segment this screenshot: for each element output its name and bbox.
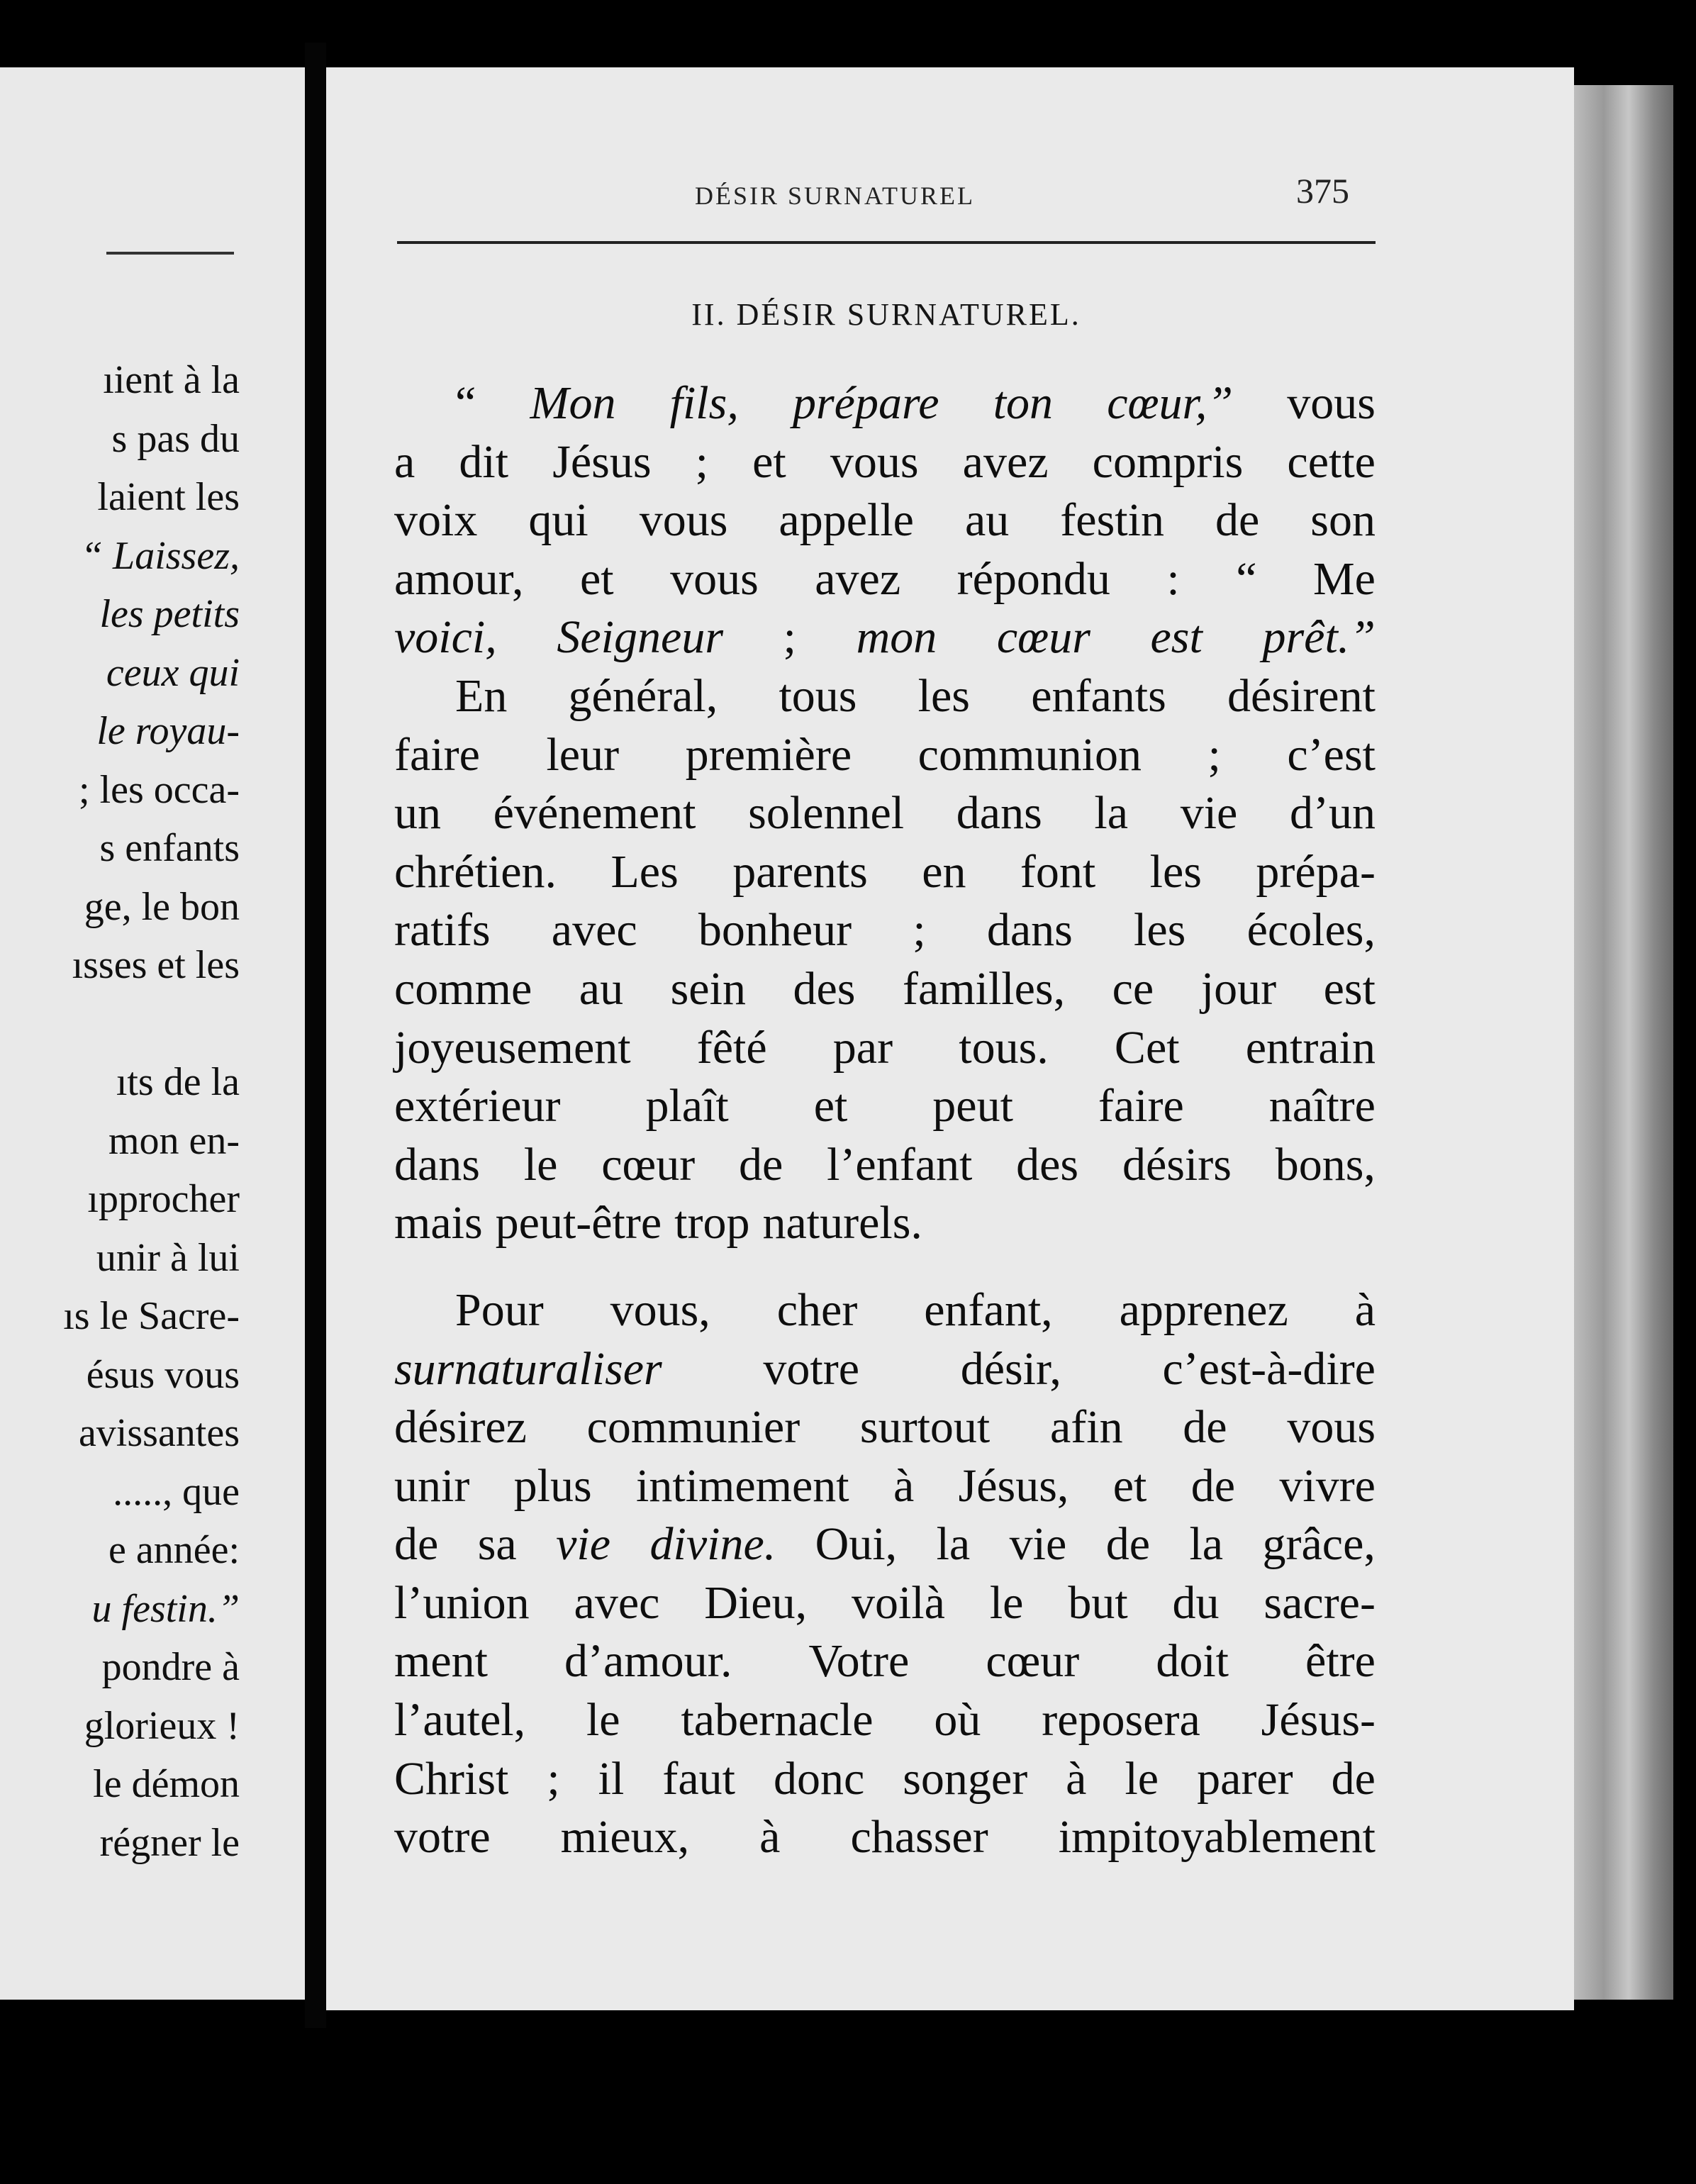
text-word: parer: [1197, 1752, 1293, 1805]
text-word: désirez: [394, 1401, 527, 1454]
text-word: faut: [662, 1752, 735, 1805]
text-word: de: [1331, 1752, 1376, 1805]
text-word: est: [1150, 611, 1203, 664]
text-word: Oui,: [815, 1518, 898, 1571]
text-word: répondu: [956, 552, 1110, 605]
text-word: ;: [695, 435, 709, 488]
text-word: ton: [993, 377, 1054, 429]
text-word: au: [965, 494, 1010, 547]
text-word: apprenez: [1119, 1283, 1288, 1336]
text-word: familles,: [903, 962, 1066, 1015]
text-word: faire: [1098, 1080, 1184, 1132]
text-word: Pour: [455, 1283, 544, 1336]
text-word: la: [1189, 1518, 1224, 1571]
left-line: ge, le bon: [84, 884, 240, 929]
text-word: naître: [1268, 1080, 1376, 1132]
left-line: ıs le Sacre-: [63, 1294, 240, 1338]
text-word: joyeusement: [394, 1021, 631, 1074]
text-word: Jésus-: [1261, 1694, 1376, 1746]
text-word: avec: [551, 904, 637, 957]
text-word: afin: [1049, 1401, 1123, 1454]
body-text: [394, 374, 1376, 1867]
text-line: [394, 1515, 1376, 1574]
text-word: parents: [732, 845, 868, 898]
left-line: le royau-: [96, 709, 240, 753]
text-word: en: [922, 845, 966, 898]
text-word: les: [1134, 904, 1186, 957]
text-word: but: [1068, 1576, 1128, 1629]
text-word: fêté: [696, 1021, 767, 1074]
text-word: le: [989, 1576, 1024, 1629]
text-word: ;: [913, 904, 926, 957]
text-word: festin: [1060, 494, 1164, 547]
text-line: [394, 1398, 1376, 1457]
left-line-gap: [0, 995, 240, 1054]
text-line: [394, 1340, 1376, 1399]
left-line: régner le: [99, 1820, 240, 1865]
text-word: communion: [917, 728, 1142, 781]
text-word: trop: [674, 1197, 750, 1249]
text-word: d’amour.: [564, 1635, 732, 1688]
text-word: du: [1172, 1576, 1220, 1629]
text-word: ;: [1207, 728, 1221, 781]
text-word: à: [1066, 1752, 1087, 1805]
text-line: [394, 1019, 1376, 1078]
text-word: dans: [986, 904, 1073, 957]
text-line: [394, 843, 1376, 902]
text-word: En: [455, 669, 508, 722]
text-word: “: [1236, 552, 1257, 605]
text-word: dans: [956, 787, 1042, 840]
text-word: surtout: [859, 1401, 991, 1454]
text-word: le: [586, 1694, 620, 1746]
text-word: bons,: [1275, 1138, 1376, 1191]
text-line: [394, 960, 1376, 1019]
page-number: 375: [1296, 171, 1349, 211]
text-word: peut: [932, 1080, 1013, 1132]
text-word: votre: [394, 1811, 491, 1863]
text-word: extérieur: [394, 1080, 561, 1132]
text-word: à: [1354, 1283, 1376, 1336]
text-word: ;: [547, 1752, 560, 1805]
text-line: [394, 784, 1376, 843]
left-line: ıpprocher: [87, 1177, 240, 1221]
text-word: communier: [586, 1401, 800, 1454]
text-word: voix: [394, 494, 478, 547]
text-word: bonheur: [698, 904, 852, 957]
text-word: reposera: [1042, 1694, 1200, 1746]
text-word: vie: [1180, 787, 1238, 840]
text-word: Dieu,: [704, 1576, 808, 1629]
text-word: les: [1149, 845, 1202, 898]
text-word: vie: [556, 1518, 611, 1571]
text-word: Les: [610, 845, 679, 898]
text-word: Jésus: [552, 435, 652, 488]
text-word: doit: [1156, 1635, 1229, 1688]
text-word: cœur: [601, 1138, 696, 1191]
text-word: les: [917, 669, 970, 722]
text-word: son: [1310, 494, 1376, 547]
text-word: mieux,: [560, 1811, 690, 1863]
text-word: vous: [639, 494, 728, 547]
text-line: [394, 1691, 1376, 1750]
text-word: cœur: [986, 1635, 1080, 1688]
text-word: général,: [568, 669, 718, 722]
text-word: tabernacle: [681, 1694, 874, 1746]
text-word: et: [813, 1080, 848, 1132]
text-line: [394, 608, 1376, 667]
text-word: prépare: [793, 377, 939, 429]
text-word: unir: [394, 1459, 470, 1512]
header-rule: [397, 241, 1376, 244]
left-line: u festin.”: [91, 1586, 240, 1631]
left-line: “ Laissez,: [80, 533, 240, 578]
text-line: [394, 901, 1376, 960]
left-line: glorieux !: [84, 1703, 240, 1748]
text-word: jour: [1200, 962, 1277, 1015]
left-line: mon en-: [108, 1118, 240, 1163]
text-word: de: [394, 1518, 439, 1571]
text-word: entrain: [1245, 1021, 1376, 1074]
text-word: fils,: [669, 377, 739, 429]
text-word: cette: [1287, 435, 1376, 488]
text-word: vous,: [610, 1283, 710, 1336]
text-word: enfants: [1031, 669, 1166, 722]
text-word: événement: [493, 787, 696, 840]
text-line: [394, 1750, 1376, 1809]
left-line: ésus vous: [86, 1352, 240, 1397]
text-word: cher: [776, 1283, 858, 1336]
text-word: sa: [477, 1518, 517, 1571]
text-word: au: [579, 962, 624, 1015]
text-word: avez: [962, 435, 1049, 488]
text-line: [394, 491, 1376, 550]
section-title: II. DÉSIR SURNATUREL.: [691, 297, 1081, 332]
text-word: d’un: [1290, 787, 1376, 840]
text-word: ce: [1112, 962, 1154, 1015]
text-line: [394, 726, 1376, 785]
left-line: le démon: [93, 1762, 240, 1806]
page-edges: [1574, 85, 1673, 2000]
text-word: des: [1016, 1138, 1079, 1191]
text-word: sein: [670, 962, 746, 1015]
text-word: plus: [513, 1459, 592, 1512]
text-word: “: [455, 377, 476, 429]
text-word: Cet: [1114, 1021, 1180, 1074]
text-word: faire: [394, 728, 480, 781]
left-line: s pas du: [111, 416, 240, 461]
text-line: [394, 1194, 1376, 1253]
text-word: avec: [574, 1576, 660, 1629]
text-word: cœur: [996, 611, 1090, 664]
text-word: qui: [528, 494, 588, 547]
text-word: désirent: [1227, 669, 1376, 722]
left-line: e année:: [108, 1528, 240, 1572]
text-word: peut-être: [495, 1197, 662, 1249]
text-line: [394, 1457, 1376, 1516]
text-word: avez: [815, 552, 901, 605]
text-word: vous: [670, 552, 759, 605]
text-word: chasser: [850, 1811, 988, 1863]
text-word: voilà: [851, 1576, 945, 1629]
left-line: avissantes: [78, 1411, 240, 1455]
text-word: prêt.”: [1262, 611, 1376, 664]
text-word: à: [893, 1459, 915, 1512]
text-line: [394, 550, 1376, 609]
text-word: enfant,: [924, 1283, 1053, 1336]
text-word: l’union: [394, 1576, 530, 1629]
text-word: a: [394, 435, 415, 488]
text-line: [394, 1136, 1376, 1195]
text-word: vous: [830, 435, 919, 488]
text-word: sacre-: [1263, 1576, 1376, 1629]
text-line: [394, 1632, 1376, 1691]
text-word: l’autel,: [394, 1694, 526, 1746]
text-word: c’est: [1287, 728, 1376, 781]
text-word: le: [523, 1138, 558, 1191]
left-line: laient les: [97, 475, 240, 519]
text-word: surnaturaliser: [394, 1342, 662, 1395]
left-line: ceux qui: [106, 650, 240, 695]
text-word: être: [1305, 1635, 1376, 1688]
text-word: divine.: [649, 1518, 776, 1571]
text-word: l’enfant: [827, 1138, 973, 1191]
text-word: écoles,: [1246, 904, 1376, 957]
text-word: impitoyablement: [1058, 1811, 1376, 1863]
text-word: appelle: [779, 494, 914, 547]
left-line: les petits: [99, 592, 240, 636]
text-word: vous: [1287, 377, 1376, 429]
text-word: le: [1125, 1752, 1159, 1805]
text-line: [394, 374, 1376, 433]
left-page-text: [0, 351, 240, 1872]
text-word: première: [685, 728, 852, 781]
text-word: font: [1020, 845, 1096, 898]
text-word: de: [1190, 1459, 1236, 1512]
text-word: vivre: [1279, 1459, 1376, 1512]
left-line: ıts de la: [116, 1060, 240, 1104]
text-word: Votre: [808, 1635, 910, 1688]
text-word: c’est-à-dire: [1162, 1342, 1376, 1395]
text-word: de: [739, 1138, 783, 1191]
left-line: s enfants: [99, 826, 240, 870]
text-word: dans: [394, 1138, 480, 1191]
text-word: mais: [394, 1197, 483, 1249]
left-line: ıient à la: [103, 358, 240, 402]
text-word: vie: [1009, 1518, 1067, 1571]
text-word: et: [1112, 1459, 1147, 1512]
text-word: de: [1105, 1518, 1151, 1571]
text-word: mon: [856, 611, 937, 664]
text-line: [394, 1077, 1376, 1136]
text-word: est: [1323, 962, 1376, 1015]
text-word: leur: [546, 728, 620, 781]
text-word: prépa-: [1256, 845, 1376, 898]
text-line: [394, 1808, 1376, 1867]
text-word: désir,: [960, 1342, 1061, 1395]
text-word: des: [793, 962, 856, 1015]
text-word: Seigneur: [557, 611, 723, 664]
text-word: et: [752, 435, 786, 488]
text-word: la: [936, 1518, 971, 1571]
text-word: tous.: [959, 1021, 1049, 1074]
text-word: amour,: [394, 552, 524, 605]
text-word: plaît: [645, 1080, 729, 1132]
text-word: chrétien.: [394, 845, 557, 898]
left-page: [0, 67, 305, 2000]
text-word: intimement: [636, 1459, 849, 1512]
text-word: :: [1166, 552, 1180, 605]
text-word: naturels.: [762, 1197, 922, 1249]
left-page-rule: [106, 252, 234, 255]
text-word: grâce,: [1262, 1518, 1376, 1571]
text-word: donc: [773, 1752, 865, 1805]
text-word: dit: [459, 435, 509, 488]
book-gutter: [305, 43, 326, 2028]
text-word: ratifs: [394, 904, 491, 957]
text-word: songer: [903, 1752, 1028, 1805]
text-word: de: [1215, 494, 1260, 547]
text-word: cœur,”: [1107, 377, 1234, 429]
text-line: [394, 667, 1376, 726]
text-word: compris: [1092, 435, 1244, 488]
text-word: par: [832, 1021, 893, 1074]
text-word: solennel: [748, 787, 905, 840]
text-word: votre: [763, 1342, 860, 1395]
text-word: Jésus,: [958, 1459, 1069, 1512]
text-word: Me: [1313, 552, 1376, 605]
text-line: [394, 433, 1376, 492]
text-word: comme: [394, 962, 532, 1015]
text-word: ment: [394, 1635, 488, 1688]
running-head: DÉSIR SURNATUREL: [695, 182, 976, 210]
text-word: un: [394, 787, 441, 840]
left-line: pondre à: [101, 1645, 240, 1689]
text-word: où: [934, 1694, 981, 1746]
text-word: Christ: [394, 1752, 509, 1805]
left-line: ; les occa-: [79, 767, 240, 812]
text-word: ;: [783, 611, 796, 664]
text-word: voici,: [394, 611, 497, 664]
text-word: la: [1094, 787, 1129, 840]
text-word: désirs: [1122, 1138, 1232, 1191]
text-word: tous: [779, 669, 857, 722]
left-line: ısses et les: [72, 943, 240, 987]
text-word: il: [598, 1752, 625, 1805]
text-word: et: [579, 552, 614, 605]
text-line: [394, 1574, 1376, 1633]
text-word: à: [759, 1811, 781, 1863]
text-word: Mon: [530, 377, 616, 429]
text-line: [394, 1281, 1376, 1340]
text-word: vous: [1287, 1401, 1376, 1454]
text-word: de: [1183, 1401, 1227, 1454]
left-line: ....., que: [113, 1469, 240, 1514]
left-line: unir à lui: [96, 1235, 240, 1280]
